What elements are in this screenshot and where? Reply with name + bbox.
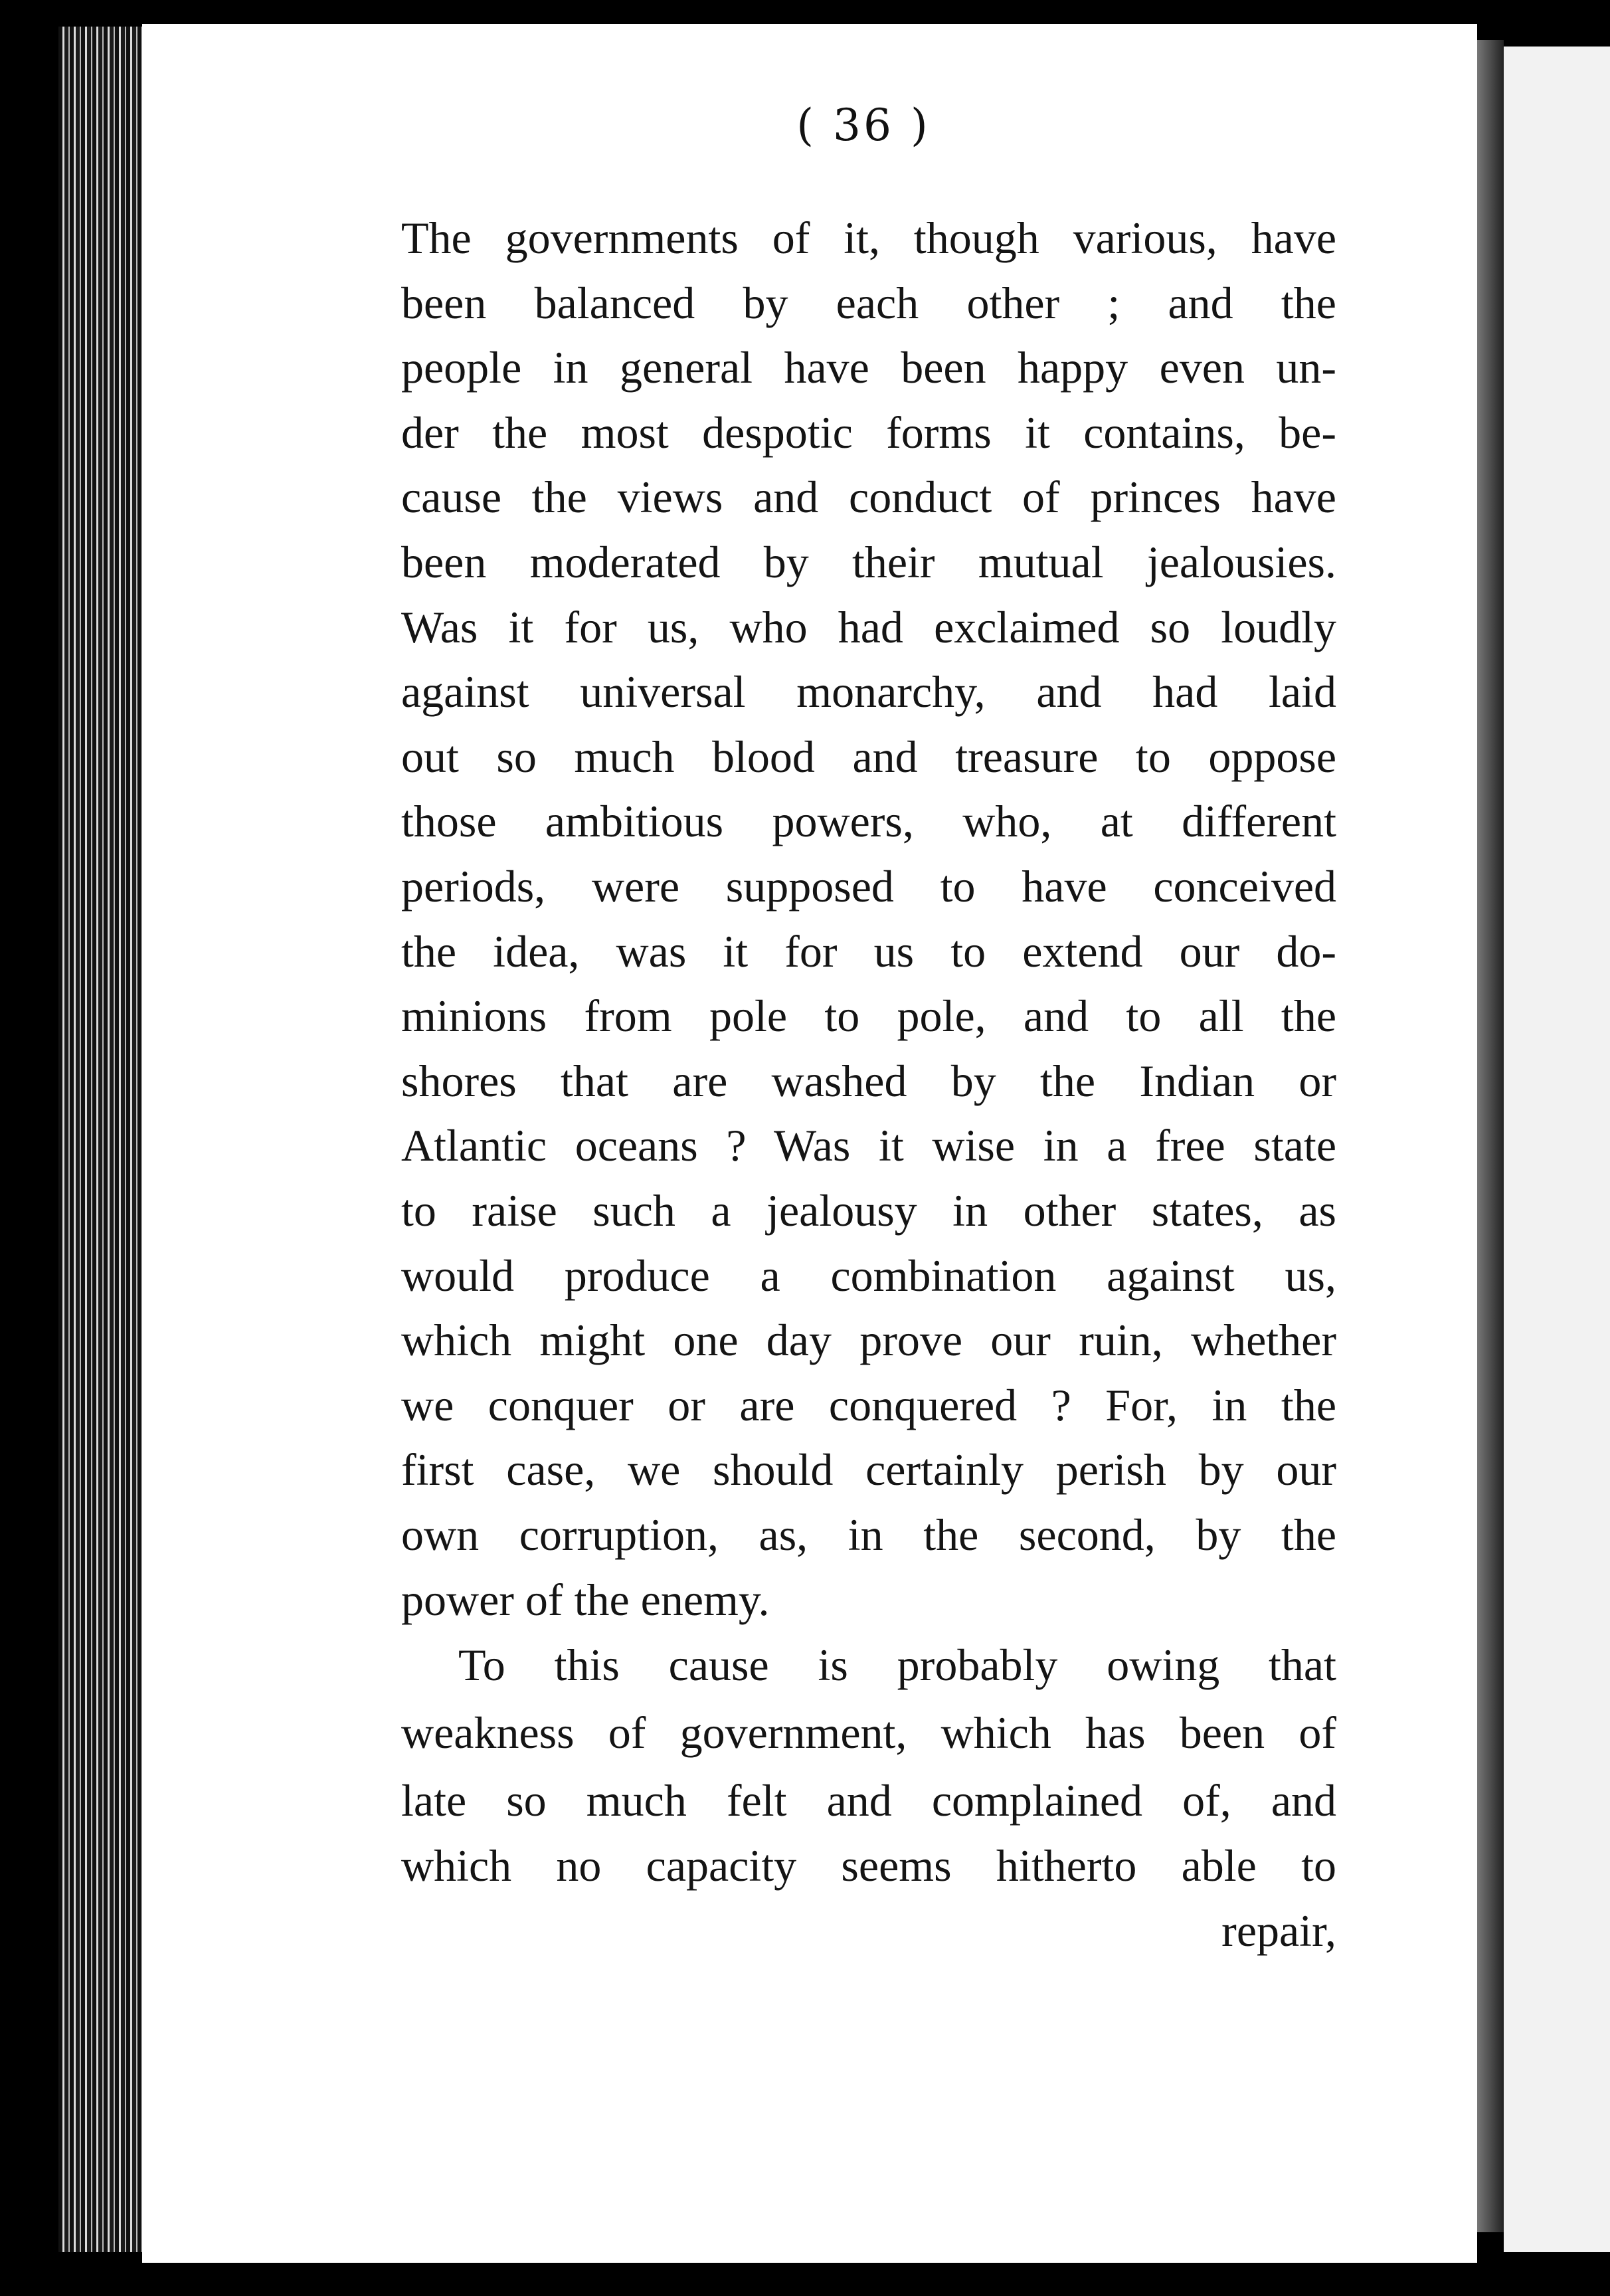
text-line: cause the views and conduct of princes have <box>401 472 1336 522</box>
page-edges <box>58 27 145 2252</box>
text-line: the idea, was it for us to extend our do- <box>401 926 1336 977</box>
text-line: weakness of government, which has been of <box>401 1707 1336 1758</box>
text-line: which no capacity seems hitherto able to <box>401 1840 1336 1891</box>
text-line: against universal monarchy, and had laid <box>401 666 1336 717</box>
text-line: been moderated by their mutual jealousies. <box>401 537 1336 587</box>
text-line: Was it for us, who had exclaimed so loudly <box>401 602 1336 652</box>
text-line: to raise such a jealousy in other states, as <box>401 1185 1336 1236</box>
book-gutter <box>1477 40 1504 2232</box>
text-line: own corruption, as, in the second, by the <box>401 1509 1336 1560</box>
text-line: The governments of it, though various, have <box>401 213 1336 263</box>
text-line: late so much felt and complained of, and <box>401 1775 1336 1826</box>
text-line: first case, we should certainly perish by our <box>401 1444 1336 1495</box>
text-line: which might one day prove our ruin, whether <box>401 1315 1336 1365</box>
page-number: ( 36 ) <box>796 100 931 151</box>
text-line: been balanced by each other ; and the <box>401 278 1336 328</box>
text-line: To this cause is probably owing that <box>458 1640 1336 1690</box>
facing-page-edge <box>1504 47 1610 2252</box>
text-line: Atlantic oceans ? Was it wise in a free state <box>401 1120 1336 1171</box>
text-line: we conquer or are conquered ? For, in the <box>401 1380 1336 1430</box>
text-line: power of the enemy. <box>401 1575 770 1625</box>
catchword: repair, <box>1221 1905 1336 1956</box>
text-line: minions from pole to pole, and to all the <box>401 991 1336 1041</box>
text-line: would produce a combination against us, <box>401 1250 1336 1301</box>
text-line: those ambitious powers, who, at different <box>401 796 1336 846</box>
text-line: people in general have been happy even un- <box>401 342 1336 393</box>
text-line: periods, were supposed to have conceived <box>401 861 1336 911</box>
text-line: out so much blood and treasure to oppose <box>401 731 1336 782</box>
text-line: shores that are washed by the Indian or <box>401 1056 1336 1106</box>
text-line: der the most despotic forms it contains, be- <box>401 407 1336 458</box>
